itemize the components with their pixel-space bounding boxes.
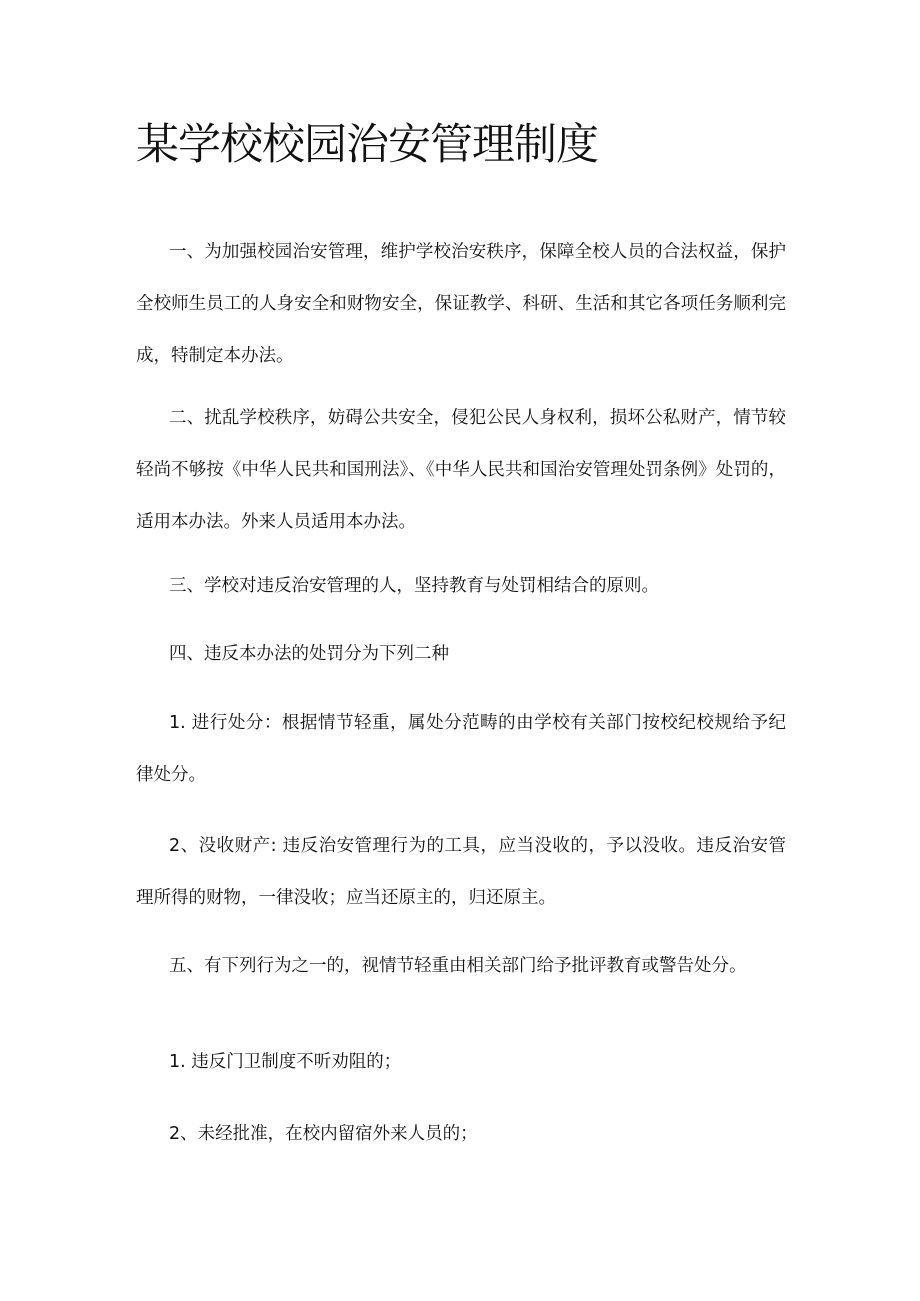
paragraph-article-3: 三、学校对违反治安管理的人，坚持教育与处罚相结合的原则。	[169, 576, 659, 596]
paragraph-item-confiscation: 2、没收财产: 违反治安管理行为的工具，应当没收的，予以没收。违反治安管理所得的财物，一律没收；应当还原主的，归还原主。	[136, 836, 786, 908]
paragraph-article-1: 一、为加强校园治安管理，维护学校治安秩序，保障全校人员的合法权益，保护全校师生员工的人身安全和财物安全，保证教学、科研、生活和其它各项任务顺利完成，特制定本办法。	[136, 242, 786, 366]
paragraph-item-disciplinary: 1. 进行处分：根据情节轻重，属处分范畴的由学校有关部门按校纪校规给予纪律处分。	[136, 713, 786, 785]
document-title: 某学校校园治安管理制度	[136, 120, 598, 170]
paragraph-article-4: 四、违反本办法的处罚分为下列二种	[169, 644, 449, 664]
paragraph-article-2: 二、扰乱学校秩序，妨碍公共安全，侵犯公民人身权利，损坏公私财产，情节较轻尚不够按《中华人民共和国刑法》、《中华人民共和国治安管理处罚条例》处罚的，适用本办法。外来人员适用本办法。	[136, 408, 786, 532]
paragraph-item-overnight-guests: 2、未经批准，在校内留宿外来人员的；	[169, 1124, 478, 1144]
paragraph-article-5: 五、有下列行为之一的，视情节轻重由相关部门给予批评教育或警告处分。	[169, 956, 747, 976]
paragraph-item-gate-rules: 1. 违反门卫制度不听劝阻的；	[169, 1052, 402, 1072]
